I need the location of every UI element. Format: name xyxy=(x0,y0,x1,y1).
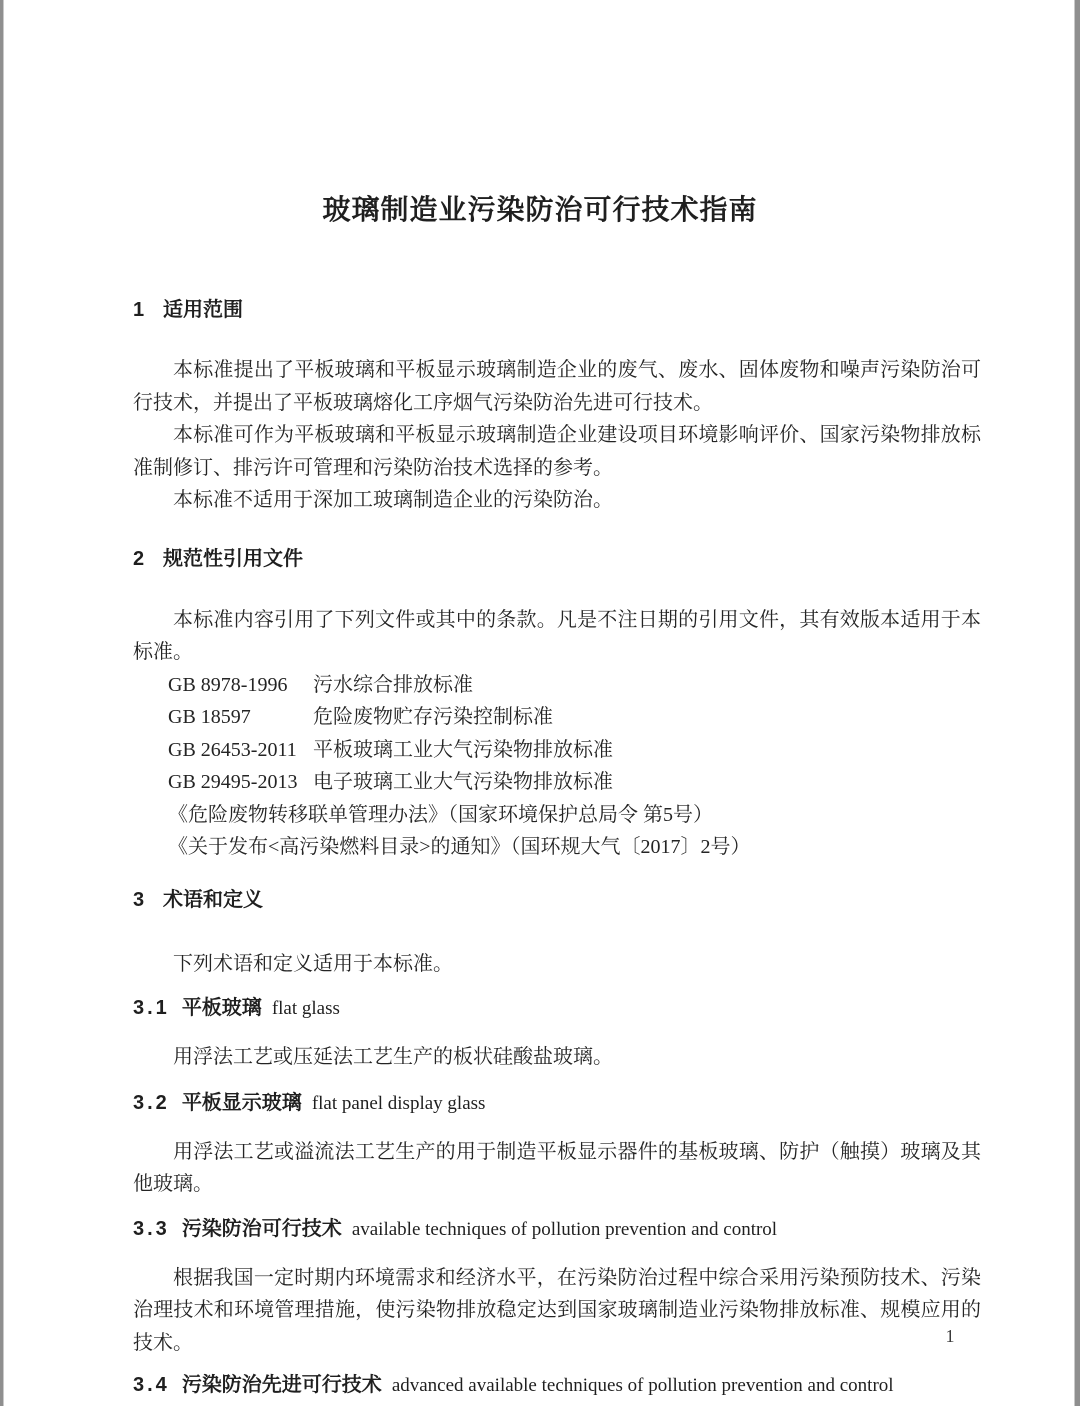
document-title: 玻璃制造业污染防治可行技术指南 xyxy=(322,194,758,225)
term-3-4-zh: 污染防治先进可行技术 xyxy=(181,1374,382,1396)
reference-item xyxy=(133,701,981,734)
reference-code: GB 18597 xyxy=(168,706,251,728)
term-3-2-number: 3.2 xyxy=(133,1091,170,1114)
section-1-paragraph-3: 本标准不适用于深加工玻璃制造企业的污染防治。 xyxy=(173,489,613,511)
section-2-number: 2 xyxy=(133,547,145,570)
term-3-2-heading xyxy=(133,1089,981,1118)
section-3-heading xyxy=(133,886,981,914)
section-1-heading xyxy=(133,296,981,324)
reference-name: 平板玻璃工业大气污染物排放标准 xyxy=(313,738,613,761)
reference-name: 危险废物贮存污染控制标准 xyxy=(313,706,553,728)
term-3-2-definition: 用浮法工艺或溢流法工艺生产的用于制造平板显示器件的基板玻璃、防护（触摸）玻璃及其他玻璃。 xyxy=(133,1140,981,1195)
term-3-1-zh: 平板玻璃 xyxy=(181,997,262,1019)
term-3-2-zh: 平板显示玻璃 xyxy=(181,1091,302,1114)
term-3-4-en: advanced available techniques of pollution prevention and control xyxy=(391,1375,894,1396)
reference-name: 电子玻璃工业大气污染物排放标准 xyxy=(313,771,613,793)
term-3-4-heading xyxy=(133,1371,981,1400)
term-3-3-definition: 根据我国一定时期内环境需求和经济水平，在污染防治过程中综合采用污染预防技术、污染治理技术和环境管理措施，使污染物排放稳定达到国家玻璃制造业污染物排放标准、规模应用的技术。 xyxy=(133,1266,981,1354)
section-2-intro: 本标准内容引用了下列文件或其中的条款。凡是不注日期的引用文件，其有效版本适用于本标准。 xyxy=(133,608,981,663)
term-3-1-definition: 用浮法工艺或压延法工艺生产的板状硅酸盐玻璃。 xyxy=(173,1046,613,1068)
document-body xyxy=(133,296,981,1400)
page-number: 1 xyxy=(945,1326,955,1346)
reference-code: GB 26453-2011 xyxy=(168,738,297,761)
section-1-paragraph-2: 本标准可作为平板玻璃和平板显示玻璃制造企业建设项目环境影响评价、国家污染物排放标准制修订、排污许可管理和污染防治技术选择的参考。 xyxy=(133,424,981,479)
term-3-3-en: available techniques of pollution prevention and control xyxy=(351,1218,778,1240)
term-3-1-heading xyxy=(133,994,981,1023)
term-3-3-heading xyxy=(133,1215,981,1244)
reference-code: GB 8978-1996 xyxy=(168,673,288,696)
term-3-2-en: flat panel display glass xyxy=(311,1092,486,1114)
term-3-4-number: 3.4 xyxy=(133,1374,170,1396)
reference-item xyxy=(133,734,981,767)
term-3-3-number: 3.3 xyxy=(133,1217,170,1240)
section-1-paragraph-1: 本标准提出了平板玻璃和平板显示玻璃制造企业的废气、废水、固体废物和噪声污染防治可行技术，并提出了平板玻璃熔化工序烟气污染防治先进可行技术。 xyxy=(133,359,981,414)
page-right-edge xyxy=(1074,0,1080,1406)
reference-code: GB 29495-2013 xyxy=(168,771,298,793)
reference-name: 污水综合排放标准 xyxy=(313,673,473,696)
section-1-label: 适用范围 xyxy=(163,299,243,321)
term-3-1-number: 3.1 xyxy=(133,997,170,1019)
term-3-1-en: flat glass xyxy=(271,998,340,1019)
section-2-heading xyxy=(133,545,981,573)
page-left-edge xyxy=(0,0,4,1406)
section-3-label: 术语和定义 xyxy=(163,888,263,911)
reference-item xyxy=(133,766,981,799)
section-1-number: 1 xyxy=(133,299,145,321)
section-3-intro: 下列术语和定义适用于本标准。 xyxy=(173,952,453,975)
section-3-number: 3 xyxy=(133,888,145,911)
reference-item: 《关于发布<高污染燃料目录>的通知》（国环规大气〔2017〕2号） xyxy=(168,836,751,858)
term-3-3-zh: 污染防治可行技术 xyxy=(181,1217,342,1240)
reference-item: 《危险废物转移联单管理办法》（国家环境保护总局令 第5号） xyxy=(168,803,713,826)
section-2-label: 规范性引用文件 xyxy=(163,547,303,570)
reference-item xyxy=(133,669,981,702)
